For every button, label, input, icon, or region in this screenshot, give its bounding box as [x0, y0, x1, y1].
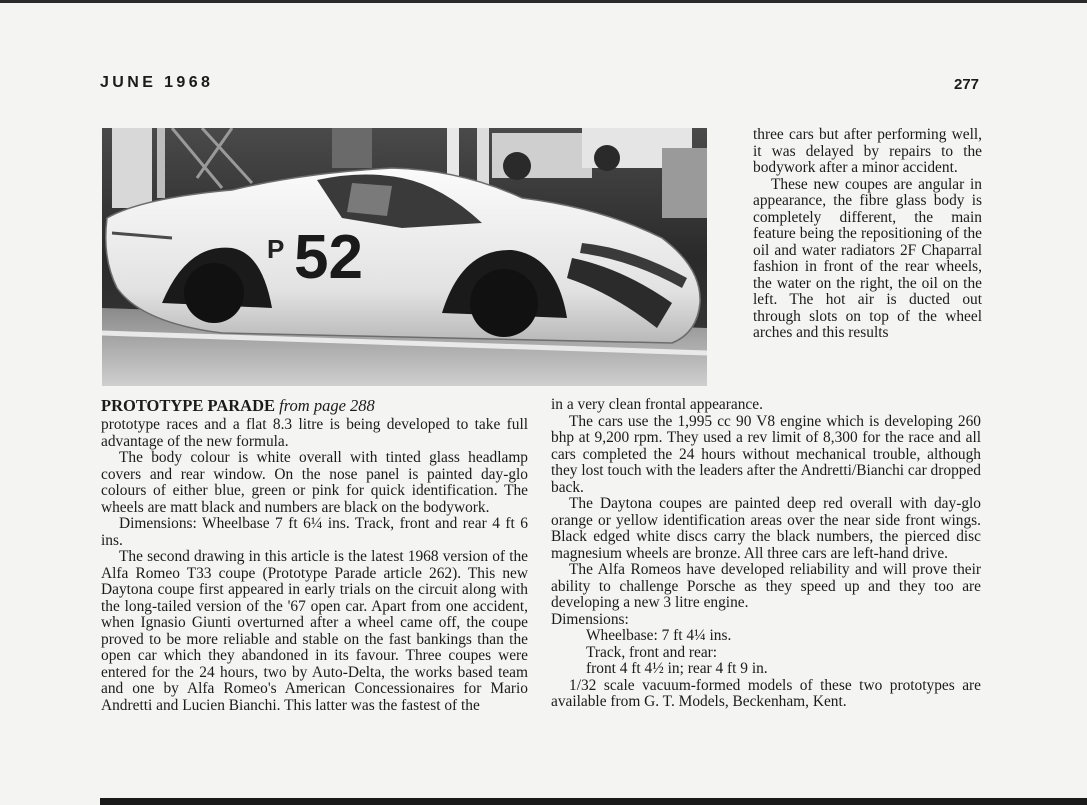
right-continuation: in a very clean frontal appearance. [551, 396, 763, 413]
left-paragraph-1: prototype races and a flat 8.3 litre is being developed to take full advantage of the new formula. [101, 416, 528, 450]
headline-title: PROTOTYPE PARADE [101, 396, 276, 415]
left-paragraph-2: The body colour is white overall with tinted glass headlamp covers and rear window. On the nose panel is painted day-glo colours of either blue, green or pink for quick identification. The wheels are matt black and numbers are black on the bodywork. [101, 449, 528, 516]
closing-paragraph: 1/32 scale vacuum-formed models of these two prototypes are available from G. T. Models, Beckenham, Kent. [551, 676, 981, 710]
top-right-paragraph-1: three cars but after performing well, it was delayed by repairs to the bodywork after a minor accident. [753, 126, 982, 176]
left-paragraph-3: Dimensions: Wheelbase 7 ft 6¼ ins. Track, front and rear 4 ft 6 ins. [101, 515, 528, 549]
right-paragraph-1: The cars use the 1,995 cc 90 V8 engine which is developing 260 bhp at 9,200 rpm. They used a rev limit of 8,300 for the race and all cars completed the 24 hours without mechanical trouble, although they lost touch with the leaders after the Andretti/Bianchi car dropped back. [551, 412, 981, 496]
top-right-column [753, 127, 982, 342]
race-car-photo-image [102, 128, 707, 386]
race-car-photo [102, 128, 707, 386]
dimensions-heading: Dimensions: [551, 610, 629, 628]
right-paragraph-2: The Daytona coupes are painted deep red overall with day-glo orange or yellow identification areas over the near side front wings. Black edged white discs carry the black numbers, the pierced disc magnesium wheels are bronze. All three cars are left-hand drive. [551, 495, 981, 562]
left-column [101, 397, 528, 714]
right-column [551, 397, 981, 711]
photo-car-number: 52 [294, 223, 363, 292]
page-number: 277 [954, 76, 980, 93]
photo-plate-letter: P [267, 234, 285, 264]
article-headline [101, 397, 528, 415]
left-paragraph-4: The second drawing in this article is the latest 1968 version of the Alfa Romeo T33 coupe (Prototype Parade article 262). This new Daytona coupe first appeared in early trials on the circuit along with the long-tailed version of the '67 open car. Apart from one accident, when Ignasio Giunti overturned after a wheel came off, the coupe proved to be more reliable and stable on the fast bankings than the open car which they abandoned in its favour. Three coupes were entered for the 24 hours, two by Auto-Delta, the works based team and one by Alfa Romeo's American Concessionaires for Mario Andretti and Lucien Bianchi. This latter was the fastest of the [101, 548, 528, 714]
issue-date: JUNE 1968 [100, 74, 214, 91]
right-paragraph-3: The Alfa Romeos have developed reliability and will prove their ability to challenge Porsche as they speed up and they too are developing a new 3 litre engine. [551, 561, 981, 611]
dimensions-track-label: Track, front and rear: [586, 643, 718, 661]
top-right-paragraph-2: These new coupes are angular in appearance, the fibre glass body is completely different, the main feature being the repositioning of the oil and water radiators 2F Chaparral fashion in front of the rear wheels, the water on the right, the oil on the left. The hot air is ducted out through slots on top of the wheel arches and this results [753, 175, 982, 341]
top-border-rule [0, 0, 1087, 3]
bottom-border-rule [100, 798, 1087, 805]
dimensions-track-values: front 4 ft 4½ in; rear 4 ft 9 in. [586, 660, 768, 677]
dimensions-wheelbase: Wheelbase: 7 ft 4¼ ins. [586, 627, 732, 644]
headline-continuation: from page 288 [279, 396, 375, 415]
